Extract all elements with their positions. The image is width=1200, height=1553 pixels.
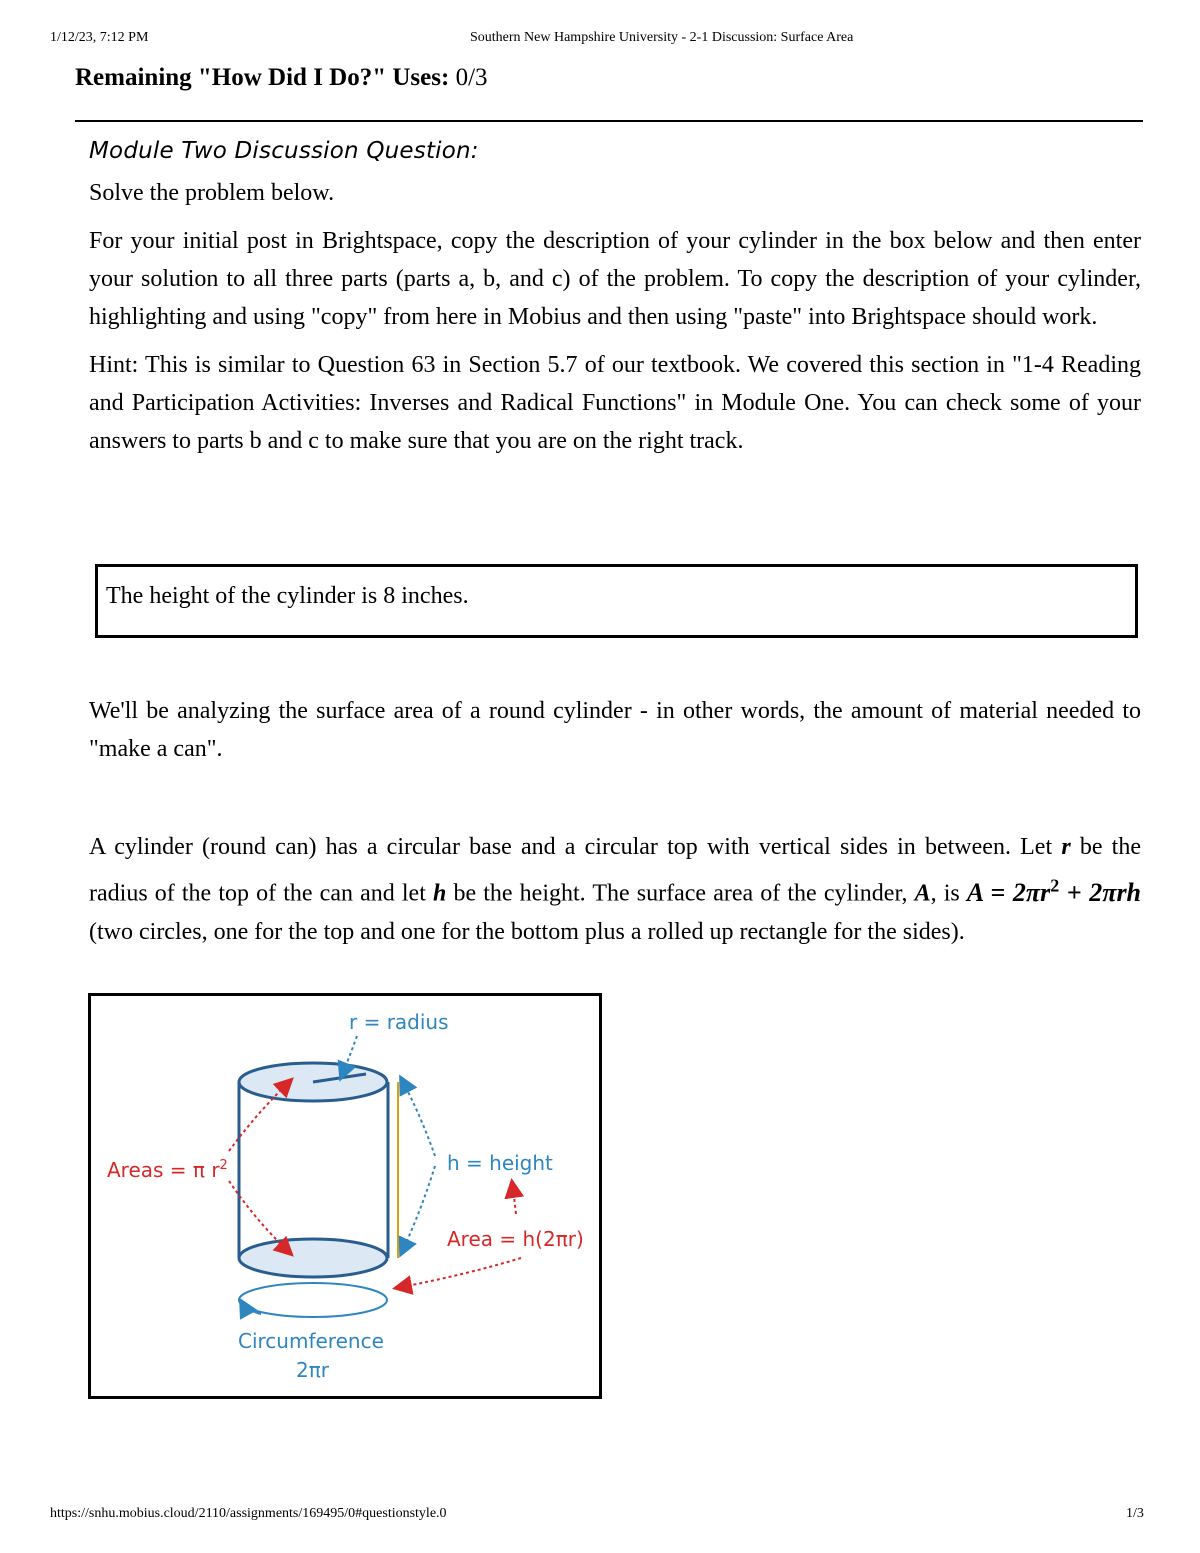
question-instruction: Solve the problem below. [89, 180, 335, 206]
cylinder-diagram [88, 993, 602, 1399]
print-date: 1/12/23, 7:12 PM [50, 30, 149, 45]
areas-label-text: Areas = π r [107, 1158, 220, 1182]
formula-left: A = 2πr [966, 877, 1051, 907]
remaining-uses-value: 0/3 [455, 64, 488, 91]
circumference-label: Circumference [238, 1329, 384, 1353]
analysis-definition [89, 828, 1141, 951]
areas-label [107, 1158, 228, 1182]
cylinder-description-text[interactable]: The height of the cylinder is 8 inches. [106, 583, 469, 609]
formula-exponent: 2 [1050, 875, 1060, 895]
question-heading: Module Two Discussion Question: [89, 138, 479, 164]
question-initial-post: For your initial post in Brightspace, copy the description of your cylinder in the box below and then enter your solution to all three parts (parts a, b, and c) of the problem. To copy the description of your cylinder, highlighting and using "copy" from here in Mobius and then using "paste" into Brightspace should work. [89, 228, 1141, 330]
question-body [89, 132, 1141, 470]
surface-area-formula [966, 875, 1142, 907]
remaining-uses-label: Remaining "How Did I Do?" Uses: [75, 64, 450, 91]
remaining-uses [75, 64, 488, 92]
var-a: A [914, 880, 931, 907]
def-part-e: (two circles, one for the top and one for the bottom plus a rolled up rectangle for the sides). [89, 918, 965, 945]
def-part-d: , is [930, 880, 960, 907]
print-url: https://snhu.mobius.cloud/2110/assignments/169495/0#questionstyle.0 [50, 1506, 447, 1521]
def-part-b: be the radius of the top of the can and let [89, 834, 1142, 907]
analysis-intro [89, 692, 1141, 768]
cylinder-bottom-ellipse [239, 1239, 387, 1277]
var-r: r [1061, 834, 1071, 860]
header-divider [75, 120, 1143, 122]
circumference-value: 2πr [296, 1358, 329, 1382]
print-page-number: 1/3 [1126, 1506, 1144, 1521]
question-hint: Hint: This is similar to Question 63 in Section 5.7 of our textbook. We covered this section in "1-4 Reading and Participation Activities: Inverses and Radical Functions" in Module One. You can check some of your answers to parts b and c to make sure that you are on the right track. [89, 352, 1141, 454]
side-area-arrow-left [396, 1258, 521, 1288]
cylinder-description-box[interactable] [95, 564, 1138, 638]
analysis-intro-text: We'll be analyzing the surface area of a round cylinder - in other words, the amount of material needed to "make a can". [89, 698, 1141, 762]
var-h: h [432, 880, 447, 907]
cylinder-diagram-svg [91, 996, 599, 1396]
height-arrow-down [401, 1166, 435, 1254]
formula-right: + 2πrh [1059, 877, 1142, 907]
radius-label: r = radius [349, 1010, 449, 1034]
side-area-label: Area = h(2πr) [447, 1227, 584, 1251]
height-label: h = height [447, 1151, 553, 1175]
def-part-c: be the height. The surface area of the cylinder, [453, 880, 908, 907]
side-area-arrow-up [512, 1182, 516, 1214]
height-arrow-up [401, 1078, 435, 1156]
print-page-title: Southern New Hampshire University - 2-1 Discussion: Surface Area [470, 30, 854, 45]
analysis-definition-text [89, 828, 1141, 951]
def-part-a: A cylinder (round can) has a circular base and a circular top with vertical sides in between. Let [89, 834, 1053, 860]
circumference-ellipse [239, 1283, 387, 1317]
areas-label-exp: 2 [219, 1158, 228, 1173]
